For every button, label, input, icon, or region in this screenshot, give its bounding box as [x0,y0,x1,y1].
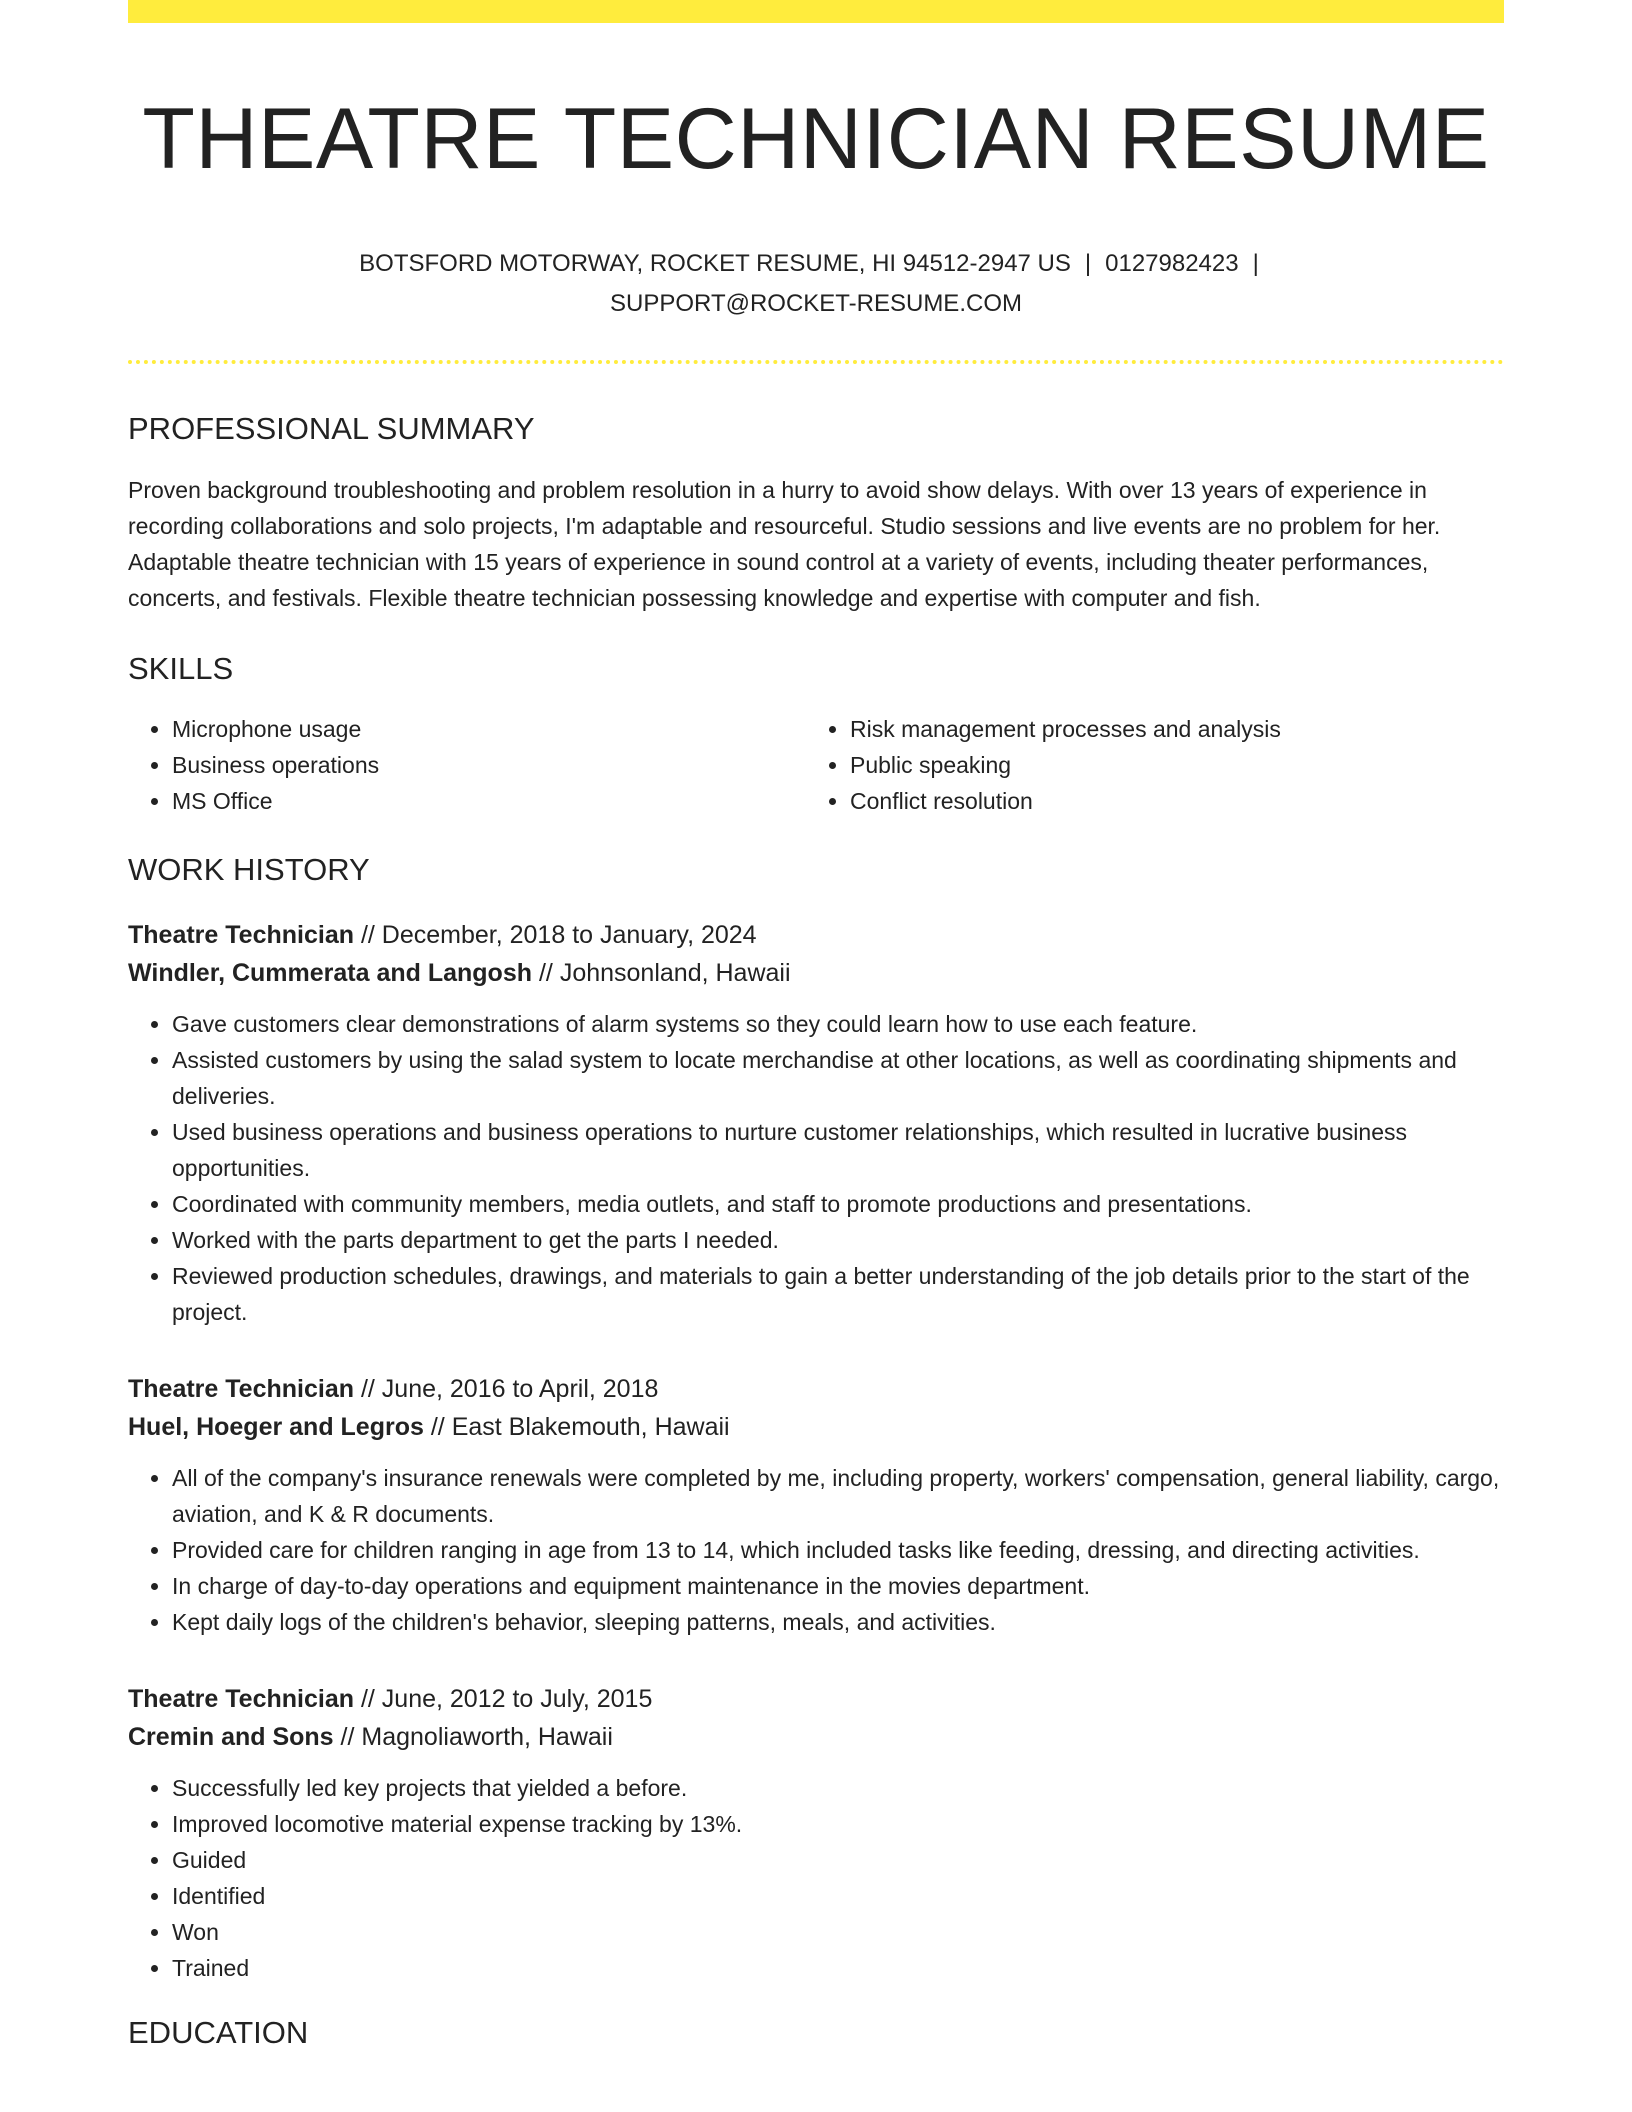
skills-heading: SKILLS [128,651,234,687]
job-company-line [128,1718,1504,1756]
contact-phone: 0127982423 [1105,250,1239,278]
job-bullet: • Won [172,1914,1504,1950]
contact-separator: | [1252,250,1259,278]
job-bullets [128,1460,1504,1640]
job-bullets [128,1006,1504,1330]
skills-column-left [128,711,806,819]
job-separator: // [532,958,560,987]
job-bullet: • Used business operations and business operations to nurture customer relationships, which resulted in lucrative business opportunities. [172,1114,1504,1186]
skills-list [128,711,1504,819]
header-divider [128,360,1504,364]
job-bullet: • Worked with the parts department to get the parts I needed. [172,1222,1504,1258]
skill-item: • Risk management processes and analysis [850,711,1484,747]
job-company-line [128,1408,1504,1446]
job-bullet: • Successfully led key projects that yielded a before. [172,1770,1504,1806]
job-separator: // [354,1374,382,1403]
job-location: East Blakemouth, Hawaii [451,1412,730,1441]
job-bullet: • Guided [172,1842,1504,1878]
job-title-line [128,1680,1504,1718]
work-history-heading: WORK HISTORY [128,851,370,887]
contact-address: BOTSFORD MOTORWAY, ROCKET RESUME, HI 94512-2947 US [359,250,1071,278]
job-title-line [128,916,1504,954]
job-bullets [128,1770,1504,1986]
job-bullet: • Reviewed production schedules, drawings, and materials to gain a better understanding of the job details prior to the start of the project. [172,1258,1504,1330]
job-bullet: • Gave customers clear demonstrations of alarm systems so they could learn how to use each feature. [172,1006,1504,1042]
job-title: Theatre Technician [128,920,354,949]
job-company-line [128,954,1504,992]
job-bullet: • Trained [172,1950,1504,1986]
job-entry [128,916,1504,1330]
job-title: Theatre Technician [128,1684,354,1713]
job-company: Cremin and Sons [128,1722,334,1751]
contact-email: SUPPORT@ROCKET-RESUME.COM [610,290,1022,318]
contact-separator: | [1084,250,1092,278]
job-title: Theatre Technician [128,1374,354,1403]
resume-page [128,0,1504,2051]
job-bullet: • In charge of day-to-day operations and equipment maintenance in the movies department. [172,1568,1504,1604]
job-location: Johnsonland, Hawaii [559,958,791,987]
job-company: Huel, Hoeger and Legros [128,1412,424,1441]
skills-column-right [806,711,1484,819]
job-dates: December, 2018 to January, 2024 [381,920,757,949]
summary-heading: PROFESSIONAL SUMMARY [128,411,535,447]
job-bullet: • Improved locomotive material expense tracking by 13%. [172,1806,1504,1842]
job-bullet: • Coordinated with community members, media outlets, and staff to promote productions and presentations. [172,1186,1504,1222]
resume-title: THEATRE TECHNICIAN RESUME [142,91,1490,187]
job-separator: // [354,920,382,949]
accent-bar [128,0,1504,23]
skill-item: • Microphone usage [172,711,806,747]
job-bullet: • Identified [172,1878,1504,1914]
job-bullet: • Kept daily logs of the children's behavior, sleeping patterns, meals, and activities. [172,1604,1504,1640]
job-separator: // [354,1684,382,1713]
job-title-line [128,1370,1504,1408]
skill-item: • Business operations [172,747,806,783]
summary-text: Proven background troubleshooting and problem resolution in a hurry to avoid show delays. With over 13 years of experience in recording collaborations and solo projects, I'm adaptable and resourceful. Studio sessions and live events are no problem for her. Adaptable theatre technician with 15 years of experience in sound control at a variety of events, including theater performances, concerts, and festivals. Flexible theatre technician possessing knowledge and expertise with computer and fish. [128,477,1441,612]
job-separator: // [333,1722,362,1751]
job-entry [128,1680,1504,1986]
job-location: Magnoliaworth, Hawaii [361,1722,613,1751]
job-entry [128,1370,1504,1640]
skill-item: • Conflict resolution [850,783,1484,819]
job-separator: // [423,1412,452,1441]
job-dates: June, 2016 to April, 2018 [381,1374,659,1403]
contact-info [128,244,1504,324]
skill-item: • Public speaking [850,747,1484,783]
education-heading: EDUCATION [128,2014,309,2050]
job-bullet: • Assisted customers by using the salad system to locate merchandise at other locations, as well as coordinating shipments and deliveries. [172,1042,1504,1114]
job-bullet: • Provided care for children ranging in age from 13 to 14, which included tasks like feeding, dressing, and directing activities. [172,1532,1504,1568]
skill-item: • MS Office [172,783,806,819]
job-bullet: • All of the company's insurance renewals were completed by me, including property, workers' compensation, general liability, cargo, aviation, and K & R documents. [172,1460,1504,1532]
job-company: Windler, Cummerata and Langosh [128,958,533,987]
job-dates: June, 2012 to July, 2015 [381,1684,653,1713]
